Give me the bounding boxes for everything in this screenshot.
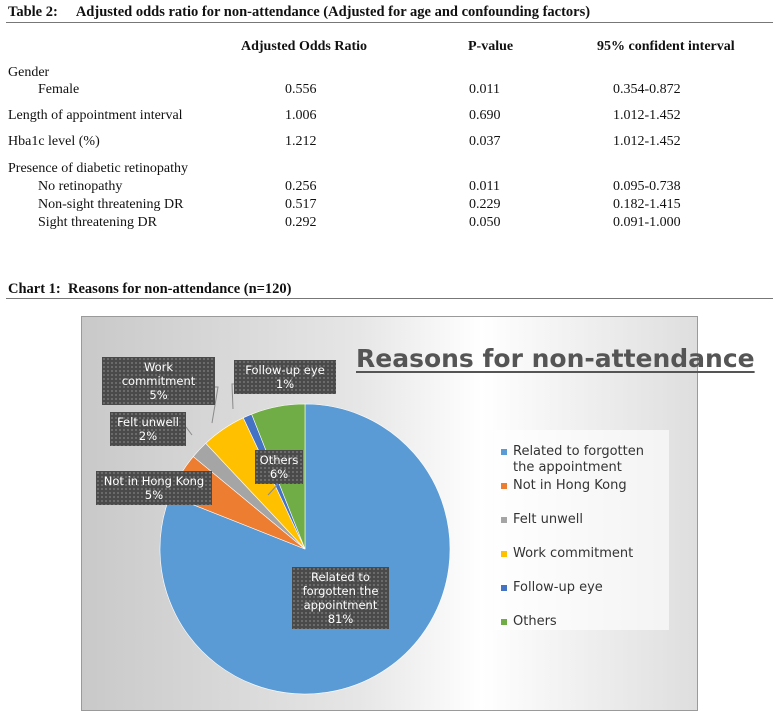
legend-label: Not in Hong Kong <box>513 478 627 493</box>
legend-item <box>501 614 666 630</box>
row-label: Length of appointment interval <box>8 108 183 123</box>
data-label-forgotten: Related to forgotten the appointment 81% <box>292 567 389 629</box>
data-label-felt-unwell: Felt unwell 2% <box>110 412 186 446</box>
legend-swatch <box>501 551 507 557</box>
odds-ratio-cell: 0.556 <box>285 82 317 97</box>
legend-item <box>501 546 666 562</box>
ci-cell: 0.091-1.000 <box>613 215 681 230</box>
legend-item <box>501 444 666 476</box>
table-row <box>0 134 779 152</box>
data-label-follow-up-eye: Follow-up eye 1% <box>234 360 336 394</box>
section-retinopathy <box>0 161 779 179</box>
legend-item <box>501 580 666 596</box>
data-label-work-commitment: Work commitment 5% <box>102 357 215 405</box>
legend-label: Follow-up eye <box>513 580 603 595</box>
data-label-not-in-hong-kong: Not in Hong Kong 5% <box>96 471 212 505</box>
section-gender <box>0 65 779 83</box>
row-label: Hba1c level (%) <box>8 134 100 149</box>
p-value-cell: 0.690 <box>469 108 501 123</box>
p-value-cell: 0.011 <box>469 179 500 194</box>
chart-legend <box>494 430 669 630</box>
legend-swatch <box>501 483 507 489</box>
chart-caption <box>8 281 292 298</box>
table-top-rule <box>6 22 773 23</box>
row-label: No retinopathy <box>38 179 123 194</box>
legend-label: Related to forgotten the appointment <box>513 444 644 475</box>
row-label: Gender <box>8 65 50 80</box>
legend-item <box>501 478 666 494</box>
chart-title: Reasons for non-attendance <box>356 344 755 373</box>
ci-cell: 0.095-0.738 <box>613 179 681 194</box>
legend-swatch <box>501 585 507 591</box>
table-row <box>0 197 779 215</box>
odds-ratio-cell: 0.256 <box>285 179 317 194</box>
pie-chart-frame <box>81 316 755 711</box>
odds-ratio-cell: 0.292 <box>285 215 317 230</box>
table-caption-label: Table 2: <box>8 4 58 20</box>
table-row <box>0 179 779 197</box>
leader-line-felt-unwell <box>186 427 192 435</box>
chart-caption-text: Reasons for non-attendance (n=120) <box>68 281 292 297</box>
legend-swatch <box>501 517 507 523</box>
legend-item <box>501 512 666 528</box>
header-confidence-interval: 95% confident interval <box>597 39 735 54</box>
row-label: Female <box>38 82 80 97</box>
table-row <box>0 215 779 233</box>
row-label: Sight threatening DR <box>38 215 157 230</box>
chart-caption-label: Chart 1: <box>8 281 61 297</box>
odds-ratio-cell: 1.212 <box>285 134 317 149</box>
row-label: Presence of diabetic retinopathy <box>8 161 188 176</box>
ci-cell: 0.354-0.872 <box>613 82 681 97</box>
p-value-cell: 0.229 <box>469 197 501 212</box>
data-label-others: Others 6% <box>255 450 303 484</box>
header-adjusted-odds-ratio: Adjusted Odds Ratio <box>241 39 368 54</box>
legend-swatch <box>501 449 507 455</box>
ci-cell: 0.182-1.415 <box>613 197 681 212</box>
table-row <box>0 108 779 126</box>
legend-swatch <box>501 619 507 625</box>
legend-label: Work commitment <box>513 546 634 561</box>
header-p-value: P-value <box>468 39 514 54</box>
table-row <box>0 82 779 100</box>
legend-label: Others <box>513 614 557 629</box>
p-value-cell: 0.037 <box>469 134 501 149</box>
table-caption-text: Adjusted odds ratio for non-attendance (Adjusted for age and confounding factors) <box>75 4 591 20</box>
ci-cell: 1.012-1.452 <box>613 108 681 123</box>
chart-top-rule <box>6 298 773 299</box>
table-caption <box>8 4 590 21</box>
ci-cell: 1.012-1.452 <box>613 134 681 149</box>
row-label: Non-sight threatening DR <box>38 197 184 212</box>
p-value-cell: 0.011 <box>469 82 500 97</box>
p-value-cell: 0.050 <box>469 215 501 230</box>
odds-ratio-cell: 1.006 <box>285 108 317 123</box>
legend-label: Felt unwell <box>513 512 583 527</box>
odds-ratio-cell: 0.517 <box>285 197 317 212</box>
